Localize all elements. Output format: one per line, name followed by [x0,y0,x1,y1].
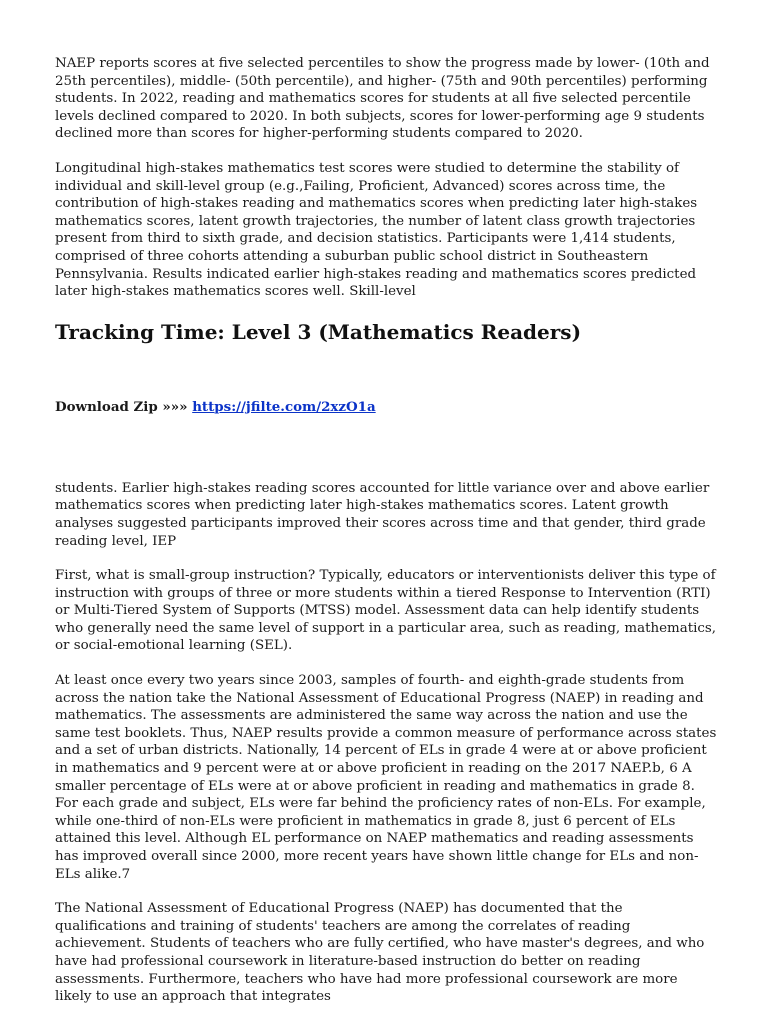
page-title: Tracking Time: Level 3 (Mathematics Readers) [55,319,582,344]
download-line [55,398,718,416]
paragraph-longitudinal-study: Longitudinal high-stakes mathematics test scores were studied to determine the stability of individual and skill-level group (e.g.,Failing, Proficient, Advanced) scores across time, the contribution of high-stakes reading and mathematics scores when predicting later high-stakes mathematics scores, latent growth trajectories, the number of latent class growth trajectories present from third to sixth grade, and decision statistics. Participants were 1,414 students, comprised of three cohorts attending a suburban public school district in Southeastern Pennsylvania. Results indicated earlier high-stakes reading and mathematics scores predicted later high-stakes mathematics scores well. Skill-level [55,160,698,300]
spacer [55,416,718,480]
paragraph-naep-els: At least once every two years since 2003, samples of fourth- and eighth-grade students from across the nation take the National Assessment of Educational Progress (NAEP) in reading and mathematics. The assessments are administered the same way across the nation and use the same test booklets. Thus, NAEP results provide a common measure of performance across states and a set of urban districts. Nationally, 14 percent of ELs in grade 4 were at or above proficient in mathematics and 9 percent were at or above proficient in reading on the 2017 NAEP.b, 6 A smaller percentage of ELs were at or above proficient in reading and mathematics in grade 8. For each grade and subject, ELs were far behind the proficiency rates of non-ELs. For example, while one-third of non-ELs were proficient in mathematics in grade 8, just 6 percent of ELs attained this level. Although EL performance on NAEP mathematics and reading assessments has improved overall since 2000, more recent years have shown little change for ELs and non-ELs alike.7 [55,673,717,882]
paragraph-naep-teachers: The National Assessment of Educational Progress (NAEP) has documented that the qualifications and training of students' teachers are among the correlates of reading achievement. Students of teachers who are fully certified, who have master's degrees, and who have had professional coursework in literature-based instruction do better on reading assessments. Furthermore, teachers who have had more professional coursework are more likely to use an approach that integrates [55,901,705,1005]
paragraph-small-group-instruction: First, what is small-group instruction? Typically, educators or interventionists deliver this type of instruction with groups of three or more students within a tiered Response to Intervention (RTI) or Multi-Tiered System of Supports (MTSS) model. Assessment data can help identify students who generally need the same level of support in a particular area, such as reading, mathematics, or social-emotional learning (SEL). [55,568,717,654]
download-link[interactable]: https://jfilte.com/2xzO1a [192,398,376,415]
paragraph-naep-percentiles: NAEP reports scores at five selected percentiles to show the progress made by lower- (10th and 25th percentiles), middle- (50th percentile), and higher- (75th and 90th percentiles) performing students. In 2022, reading and mathematics scores for students at all five selected percentile levels declined compared to 2020. In both subjects, scores for lower-performing age 9 students declined more than scores for higher-performing students compared to 2020. [55,56,710,142]
download-label: Download Zip »»» [55,398,193,415]
paragraph-students-variance: students. Earlier high-stakes reading scores accounted for little variance over and above earlier mathematics scores when predicting later high-stakes mathematics scores. Latent growth analyses suggested participants improved their scores across time and that gender, third grade reading level, IEP [55,480,710,549]
document-page [55,55,718,1023]
